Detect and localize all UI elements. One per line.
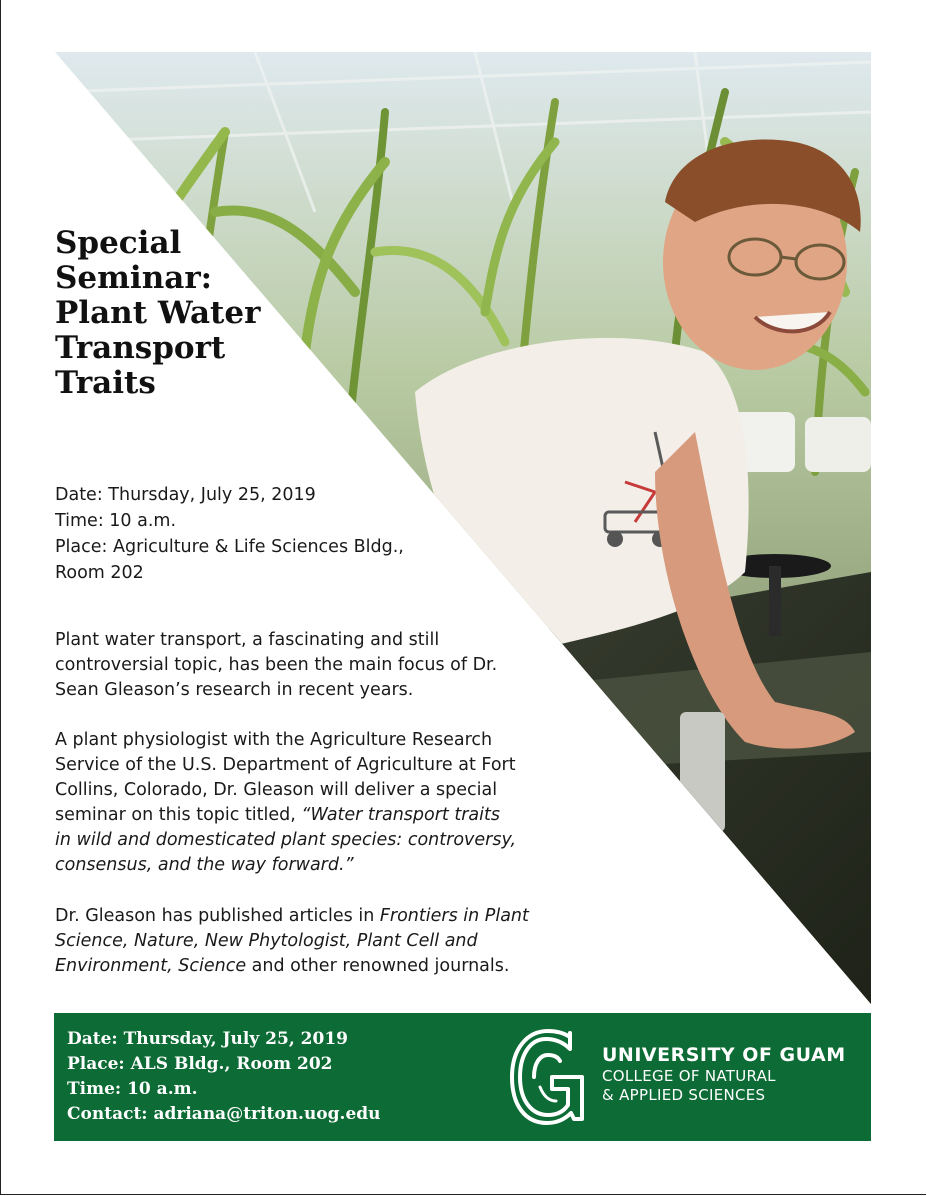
seminar-talk-title-cont: in wild and domesticated plant species: controversy, bbox=[55, 830, 517, 850]
event-place: Place: Agriculture & Life Sciences Bldg., bbox=[55, 537, 404, 557]
event-details bbox=[55, 482, 404, 586]
paragraph-line: controversial topic, has been the main focus of Dr. bbox=[55, 655, 498, 675]
title-line: Traits bbox=[55, 365, 156, 401]
seminar-talk-title: “Water transport traits bbox=[301, 805, 500, 825]
paragraph-line: Service of the U.S. Department of Agriculture at Fort bbox=[55, 755, 516, 775]
paragraph-line: Plant water transport, a fascinating and still bbox=[55, 630, 440, 650]
event-time: Time: 10 a.m. bbox=[55, 511, 177, 531]
footer-contact: Contact: adriana@triton.uog.edu bbox=[67, 1104, 381, 1124]
speaker-paragraph bbox=[55, 728, 516, 878]
footer-date: Date: Thursday, July 25, 2019 bbox=[67, 1029, 348, 1049]
event-room: Room 202 bbox=[55, 563, 144, 583]
title-line: Transport bbox=[55, 330, 226, 366]
college-name-line2: & APPLIED SCIENCES bbox=[602, 1086, 766, 1104]
journal-names: Frontiers in Plant bbox=[379, 906, 529, 926]
college-name-line1: COLLEGE OF NATURAL bbox=[602, 1067, 776, 1085]
intro-paragraph bbox=[55, 628, 497, 703]
paragraph-line: Sean Gleason’s research in recent years. bbox=[55, 680, 414, 700]
footer-info bbox=[67, 1027, 381, 1127]
event-date: Date: Thursday, July 25, 2019 bbox=[55, 485, 316, 505]
title-line: Seminar: bbox=[55, 260, 213, 296]
journal-names: Environment, Science bbox=[55, 956, 247, 976]
paragraph-line bbox=[55, 954, 529, 979]
footer-time: Time: 10 a.m. bbox=[67, 1079, 198, 1099]
line-prefix: Dr. Gleason has published articles in bbox=[55, 906, 380, 926]
uog-g-logo-icon bbox=[510, 1027, 588, 1125]
paragraph-line bbox=[55, 803, 516, 828]
footer-banner bbox=[54, 1013, 871, 1141]
publications-paragraph bbox=[55, 904, 529, 979]
line-prefix: seminar on this topic titled, bbox=[55, 805, 302, 825]
paragraph-line: Collins, Colorado, Dr. Gleason will deliver a special bbox=[55, 780, 498, 800]
title-line: Plant Water bbox=[55, 295, 261, 331]
university-name: UNIVERSITY OF GUAM bbox=[602, 1044, 846, 1066]
journal-names: Science, Nature, New Phytologist, Plant Cell and bbox=[55, 931, 478, 951]
line-suffix: and other renowned journals. bbox=[246, 956, 510, 976]
seminar-talk-title-end: consensus, and the way forward.” bbox=[55, 855, 354, 875]
seminar-title bbox=[55, 226, 315, 401]
footer-place: Place: ALS Bldg., Room 202 bbox=[67, 1054, 333, 1074]
paragraph-line bbox=[55, 904, 529, 929]
title-line: Special bbox=[55, 225, 182, 261]
paragraph-line: A plant physiologist with the Agriculture Research bbox=[55, 730, 493, 750]
university-wordmark bbox=[602, 1043, 846, 1105]
